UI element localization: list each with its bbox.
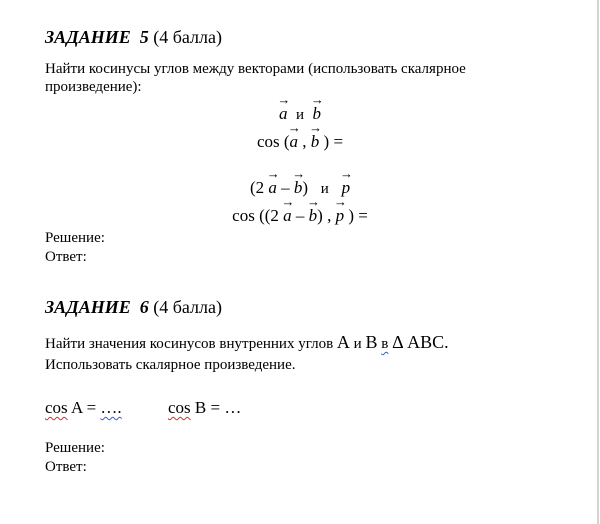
vector-b: → b	[294, 178, 303, 198]
expr-text: cos ((2	[232, 206, 284, 225]
conjunction: и	[295, 107, 305, 123]
expr-text: ,	[298, 132, 311, 151]
task5-instruction-line2: произведение):	[45, 79, 142, 95]
task5-solution-label: Решение:	[45, 230, 105, 246]
vector-b: → b	[313, 104, 322, 124]
task6-heading-points: (4 балла)	[153, 297, 222, 317]
task5-heading	[45, 27, 222, 48]
task6-cos-b	[168, 398, 241, 418]
task6-answer-label: Ответ:	[45, 459, 87, 475]
task5-heading-points: (4 балла)	[153, 27, 222, 47]
expr-text: )	[302, 178, 309, 197]
expr-text: –	[291, 206, 309, 225]
task5-vector-pair-2	[0, 178, 600, 198]
triangle-abc: Δ ABC.	[392, 332, 449, 352]
vector-a: → a	[268, 178, 277, 198]
expr-text: (2	[249, 178, 269, 197]
vector-a: → a	[283, 206, 292, 226]
expr-text: cos (	[256, 132, 290, 151]
task6-instruction-line2: Использовать скалярное произведение.	[45, 357, 296, 373]
instruction-text: Найти значения косинусов внутренних углов	[45, 336, 337, 352]
expr-text: A =	[67, 398, 101, 417]
task5-heading-label: ЗАДАНИЕ	[45, 27, 131, 47]
angle-a: A	[336, 332, 350, 352]
expr-text: B = …	[190, 398, 242, 417]
expr-text: –	[276, 178, 294, 197]
instruction-text: и	[349, 336, 366, 352]
task5-heading-number: 5	[139, 27, 149, 47]
task6-instruction-line1	[45, 334, 449, 353]
angle-b: B	[365, 332, 378, 352]
cos-word: cos	[45, 398, 68, 417]
vector-a: → a	[279, 104, 288, 124]
task6-heading-label: ЗАДАНИЕ	[45, 297, 131, 317]
vector-b: → b	[311, 132, 320, 152]
vector-p: → p	[336, 206, 345, 226]
task6-heading-number: 6	[139, 297, 149, 317]
blank-placeholder: ….	[100, 398, 122, 417]
page-edge	[597, 0, 599, 524]
expr-text: ) ,	[317, 206, 336, 225]
vector-p: → p	[342, 178, 351, 198]
task5-instruction-line1: Найти косинусы углов между векторами (использовать скалярное	[45, 61, 466, 77]
task5-cosine-expression-1	[0, 132, 600, 152]
expr-text: ) =	[319, 132, 344, 151]
cos-word: cos	[168, 398, 191, 417]
task6-solution-label: Решение:	[45, 440, 105, 456]
vector-a: → a	[290, 132, 299, 152]
conjunction: и	[320, 181, 329, 197]
task6-heading	[45, 297, 222, 318]
vector-b: → b	[309, 206, 318, 226]
task6-cos-a	[45, 398, 122, 418]
preposition: в	[381, 336, 389, 352]
task5-cosine-expression-2	[0, 206, 600, 226]
task5-answer-label: Ответ:	[45, 249, 87, 265]
expr-text: ) =	[344, 206, 368, 225]
